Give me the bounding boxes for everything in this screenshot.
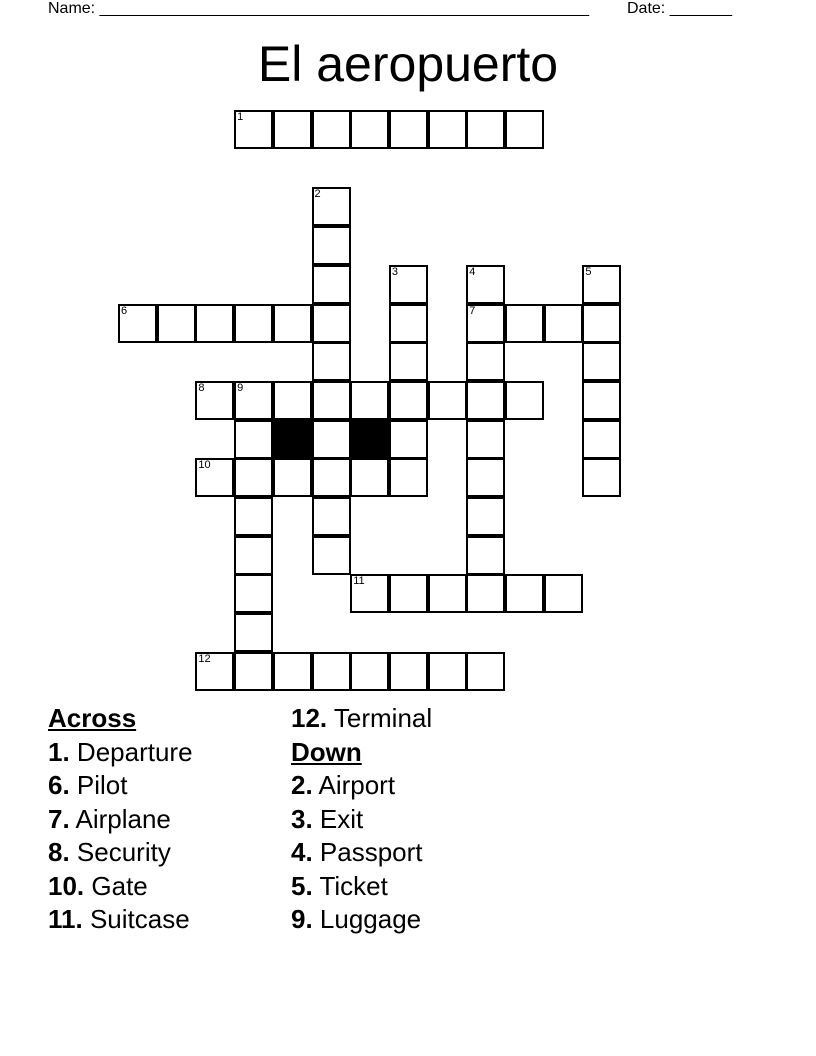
cell-number: 8 <box>198 381 205 394</box>
grid-cell[interactable] <box>582 420 621 459</box>
grid-cell[interactable] <box>234 381 273 420</box>
cell-number: 4 <box>469 265 476 278</box>
grid-cell[interactable] <box>389 420 428 459</box>
grid-cell[interactable] <box>312 420 351 459</box>
grid-cell[interactable] <box>428 381 467 420</box>
grid-cell[interactable] <box>312 226 351 265</box>
cell-number: 7 <box>469 304 476 317</box>
grid-cell[interactable] <box>544 304 583 343</box>
clue-text: Luggage <box>312 904 422 934</box>
clue-item <box>48 903 193 937</box>
grid-cell[interactable] <box>234 536 273 575</box>
clue-text: Pilot <box>69 770 128 800</box>
grid-cell[interactable] <box>505 574 544 613</box>
grid-block <box>350 420 389 459</box>
grid-cell[interactable] <box>389 574 428 613</box>
date-line: Date: _______ <box>627 0 732 17</box>
grid-cell[interactable] <box>350 458 389 497</box>
clue-item <box>291 769 432 803</box>
clue-text: Departure <box>69 736 193 767</box>
grid-cell[interactable] <box>118 304 157 343</box>
page-title: El aeropuerto <box>257 36 559 92</box>
grid-cell[interactable] <box>312 265 351 304</box>
clue-item <box>291 803 432 837</box>
cell-number: 5 <box>585 265 592 278</box>
grid-cell[interactable] <box>582 381 621 420</box>
clue-column-right <box>291 702 432 937</box>
clue-item <box>48 736 193 770</box>
grid-cell[interactable] <box>389 265 428 304</box>
grid-cell[interactable] <box>312 342 351 381</box>
grid-cell[interactable] <box>234 420 273 459</box>
grid-cell[interactable] <box>466 381 505 420</box>
grid-cell[interactable] <box>195 458 234 497</box>
grid-cell[interactable] <box>505 110 544 149</box>
clue-column-left <box>48 702 193 937</box>
grid-cell[interactable] <box>466 458 505 497</box>
grid-cell[interactable] <box>312 458 351 497</box>
clue-item <box>291 870 432 904</box>
cell-number: 3 <box>391 265 399 278</box>
grid-cell[interactable] <box>389 304 428 343</box>
grid-cell[interactable] <box>273 110 312 149</box>
clue-heading-down: Down <box>291 736 362 767</box>
grid-cell[interactable] <box>466 265 505 304</box>
clue-number: 12. <box>291 703 328 733</box>
grid-cell[interactable] <box>466 342 505 381</box>
grid-cell[interactable] <box>466 110 505 149</box>
clue-number: 11. <box>48 904 83 934</box>
clue-number: 2. <box>291 770 313 800</box>
grid-cell[interactable] <box>428 110 467 149</box>
grid-cell[interactable] <box>273 304 312 343</box>
clue-item <box>48 803 193 837</box>
grid-cell[interactable] <box>389 110 428 149</box>
clue-number: 1. <box>48 736 70 767</box>
clue-text: Gate <box>84 870 148 901</box>
grid-cell[interactable] <box>389 652 428 691</box>
grid-cell[interactable] <box>312 536 351 575</box>
cell-number: 10 <box>198 459 211 472</box>
grid-cell[interactable] <box>312 497 351 536</box>
grid-cell[interactable] <box>582 265 621 304</box>
grid-cell[interactable] <box>234 652 273 691</box>
cell-number: 6 <box>121 304 128 317</box>
cell-number: 11 <box>353 575 365 588</box>
grid-cell[interactable] <box>234 458 273 497</box>
grid-cell[interactable] <box>389 458 428 497</box>
grid-cell[interactable] <box>466 304 505 343</box>
clue-number: 10. <box>48 870 85 901</box>
grid-cell[interactable] <box>389 381 428 420</box>
grid-block <box>273 420 312 459</box>
grid-cell[interactable] <box>505 304 544 343</box>
clue-number: 7. <box>48 803 70 834</box>
grid-cell[interactable] <box>466 574 505 613</box>
clue-text: Terminal <box>327 703 433 733</box>
clue-number: 5. <box>291 870 313 901</box>
cell-number: 2 <box>314 188 321 201</box>
grid-cell[interactable] <box>195 381 234 420</box>
grid-cell[interactable] <box>428 652 467 691</box>
grid-cell[interactable] <box>273 652 312 691</box>
grid-cell[interactable] <box>157 304 196 343</box>
clue-item <box>48 769 193 803</box>
cell-number: 1 <box>237 111 244 123</box>
clue-text: Airport <box>312 770 396 800</box>
clue-item <box>291 903 432 937</box>
grid-cell[interactable] <box>544 574 583 613</box>
grid-cell[interactable] <box>312 187 351 226</box>
clue-text: Suitcase <box>82 904 190 934</box>
clue-number: 6. <box>48 770 70 800</box>
grid-cell[interactable] <box>234 110 273 149</box>
clue-item <box>48 836 193 870</box>
clue-number: 3. <box>291 803 313 834</box>
grid-cell[interactable] <box>428 574 467 613</box>
clue-number: 9. <box>291 904 313 934</box>
grid-cell[interactable] <box>466 420 505 459</box>
name-line: Name: _______________________________________________________ <box>48 0 589 17</box>
grid-cell[interactable] <box>312 652 351 691</box>
clue-text: Airplane <box>69 803 171 834</box>
grid-cell[interactable] <box>234 613 273 652</box>
grid-cell[interactable] <box>234 497 273 536</box>
grid-cell[interactable] <box>273 458 312 497</box>
clue-number: 8. <box>48 837 70 867</box>
grid-cell[interactable] <box>350 652 389 691</box>
clue-heading-across: Across <box>48 703 137 733</box>
grid-cell[interactable] <box>582 304 621 343</box>
clue-item <box>291 702 432 736</box>
grid-cell[interactable] <box>234 304 273 343</box>
grid-cell[interactable] <box>273 381 312 420</box>
clue-number: 4. <box>291 837 313 867</box>
grid-cell[interactable] <box>312 304 351 343</box>
grid-cell[interactable] <box>466 497 505 536</box>
grid-cell[interactable] <box>312 381 351 420</box>
grid-cell[interactable] <box>466 536 505 575</box>
grid-cell[interactable] <box>466 652 505 691</box>
clue-text: Ticket <box>312 870 388 901</box>
cell-number: 12 <box>198 652 211 665</box>
grid-cell[interactable] <box>350 110 389 149</box>
cell-number: 9 <box>237 381 244 394</box>
grid-cell[interactable] <box>312 110 351 149</box>
grid-cell[interactable] <box>350 381 389 420</box>
clue-text: Security <box>69 837 171 867</box>
clue-item <box>48 870 193 904</box>
grid-cell[interactable] <box>350 574 389 613</box>
grid-cell[interactable] <box>582 342 621 381</box>
grid-cell[interactable] <box>195 304 234 343</box>
clue-text: Passport <box>312 837 423 867</box>
clue-text: Exit <box>312 803 364 834</box>
grid-cell[interactable] <box>234 574 273 613</box>
grid-cell[interactable] <box>582 458 621 497</box>
clue-item <box>291 836 432 870</box>
grid-cell[interactable] <box>505 381 544 420</box>
grid-cell[interactable] <box>389 342 428 381</box>
grid-cell[interactable] <box>195 652 234 691</box>
